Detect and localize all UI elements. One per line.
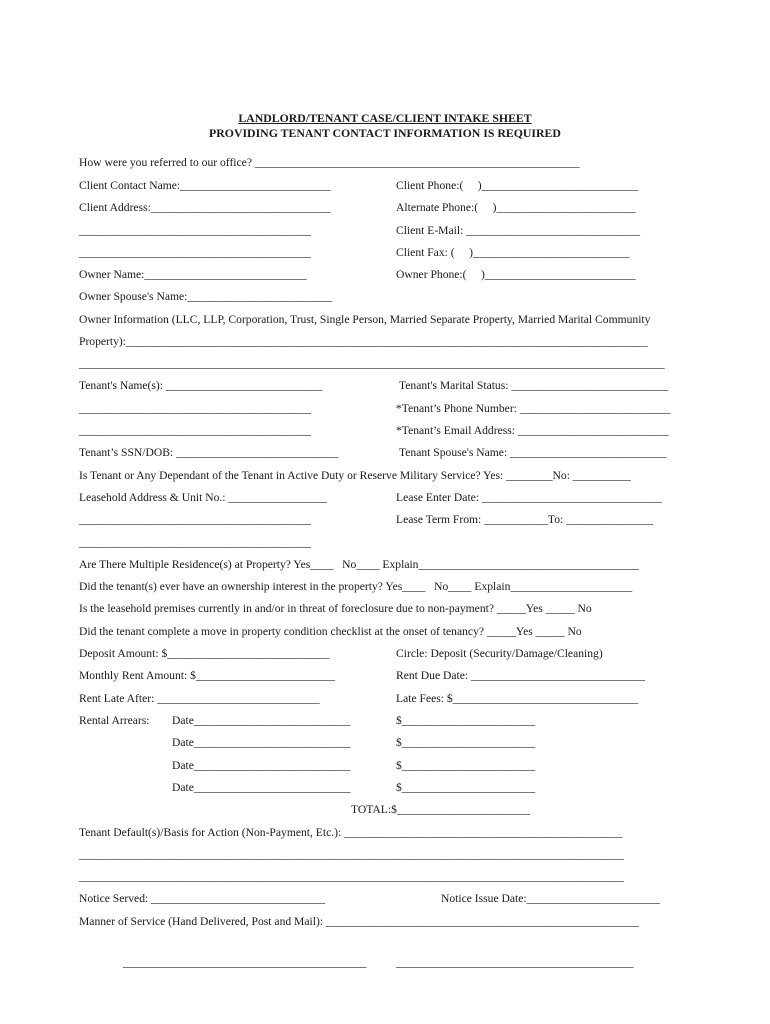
- client-email-field[interactable]: Client E-Mail: ______________________________: [396, 224, 641, 237]
- rent-late-after-field[interactable]: Rent Late After: ____________________________: [79, 692, 320, 705]
- arrears-amount-4[interactable]: $_______________________: [396, 781, 536, 794]
- client-fax-field[interactable]: Client Fax: ( )___________________________: [396, 246, 630, 259]
- tenant-spouse-name-field[interactable]: Tenant Spouse's Name: ___________________________: [399, 446, 667, 459]
- rental-arrears-label: Rental Arrears:: [79, 714, 150, 727]
- tenant-ssn-dob-field[interactable]: Tenant’s SSN/DOB: ____________________________: [79, 446, 339, 459]
- late-fees-field[interactable]: Late Fees: $________________________________: [396, 692, 639, 705]
- client-address-line-2[interactable]: ________________________________________: [79, 224, 311, 237]
- lease-enter-date-field[interactable]: Lease Enter Date: _______________________________: [396, 491, 662, 504]
- alternate-phone-field[interactable]: Alternate Phone:( )________________________: [396, 201, 636, 214]
- owner-information-line-2[interactable]: _____________________________________________________________________________________________________: [79, 357, 665, 370]
- owner-name-field[interactable]: Owner Name:____________________________: [79, 268, 307, 281]
- deposit-amount-field[interactable]: Deposit Amount: $____________________________: [79, 647, 330, 660]
- arrears-date-4[interactable]: Date___________________________: [172, 781, 351, 794]
- arrears-date-2[interactable]: Date___________________________: [172, 736, 351, 749]
- signature-line-right[interactable]: _________________________________________: [396, 956, 634, 969]
- foreclosure-field[interactable]: Is the leasehold premises currently in and/or in threat of foreclosure due to non-payment? _____Yes _____ No: [79, 602, 592, 615]
- tenant-default-line-3[interactable]: ______________________________________________________________________________________________: [79, 870, 624, 883]
- owner-property-field[interactable]: Property):__________________________________________________________________________________________: [79, 335, 648, 348]
- client-phone-field[interactable]: Client Phone:( )___________________________: [396, 179, 639, 192]
- notice-issue-date-field[interactable]: Notice Issue Date:_______________________: [441, 892, 660, 905]
- move-in-checklist-field[interactable]: Did the tenant complete a move in property condition checklist at the onset of tenancy? _____Yes _____ No: [79, 625, 582, 638]
- rent-due-date-field[interactable]: Rent Due Date: ______________________________: [396, 669, 645, 682]
- owner-information-label: Owner Information (LLC, LLP, Corporation, Trust, Single Person, Married Separate Property, Married Marital Community: [79, 313, 651, 326]
- ownership-interest-field[interactable]: Did the tenant(s) ever have an ownership interest in the property? Yes____ No____ Explain_____________________: [79, 580, 633, 593]
- tenant-names-line-3[interactable]: ________________________________________: [79, 424, 311, 437]
- tenant-default-line-2[interactable]: ______________________________________________________________________________________________: [79, 848, 624, 861]
- form-title: LANDLORD/TENANT CASE/CLIENT INTAKE SHEET: [238, 111, 532, 125]
- lease-term-field[interactable]: Lease Term From: ___________To: _______________: [396, 513, 654, 526]
- owner-phone-field[interactable]: Owner Phone:( )__________________________: [396, 268, 636, 281]
- client-contact-name-field[interactable]: Client Contact Name:__________________________: [79, 179, 331, 192]
- leasehold-address-field[interactable]: Leasehold Address & Unit No.: _________________: [79, 491, 327, 504]
- tenant-phone-number-field[interactable]: *Tenant’s Phone Number: __________________________: [396, 402, 671, 415]
- tenant-marital-status-field[interactable]: Tenant's Marital Status: ___________________________: [399, 379, 668, 392]
- tenant-default-field[interactable]: Tenant Default(s)/Basis for Action (Non-Payment, Etc.): ________________________________________________: [79, 826, 623, 839]
- tenant-email-address-field[interactable]: *Tenant’s Email Address: __________________________: [396, 424, 669, 437]
- arrears-date-1[interactable]: Date___________________________: [172, 714, 351, 727]
- arrears-amount-1[interactable]: $_______________________: [396, 714, 536, 727]
- arrears-amount-2[interactable]: $_______________________: [396, 736, 536, 749]
- signature-line-left[interactable]: __________________________________________: [123, 956, 367, 969]
- leasehold-address-line-3[interactable]: ________________________________________: [79, 536, 311, 549]
- tenant-names-field[interactable]: Tenant's Name(s): ___________________________: [79, 379, 323, 392]
- military-service-field[interactable]: Is Tenant or Any Dependant of the Tenant in Active Duty or Reserve Military Service? Yes: ________No: __________: [79, 469, 631, 482]
- circle-deposit-field[interactable]: Circle: Deposit (Security/Damage/Cleaning): [396, 647, 603, 660]
- form-subtitle: PROVIDING TENANT CONTACT INFORMATION IS REQUIRED: [209, 126, 561, 140]
- arrears-amount-3[interactable]: $_______________________: [396, 759, 536, 772]
- client-address-line-3[interactable]: ________________________________________: [79, 246, 311, 259]
- arrears-total-field[interactable]: TOTAL:$_______________________: [351, 803, 531, 816]
- leasehold-address-line-2[interactable]: ________________________________________: [79, 513, 311, 526]
- manner-of-service-field[interactable]: Manner of Service (Hand Delivered, Post and Mail): ______________________________________________________: [79, 915, 639, 928]
- notice-served-field[interactable]: Notice Served: ______________________________: [79, 892, 326, 905]
- monthly-rent-field[interactable]: Monthly Rent Amount: $________________________: [79, 669, 336, 682]
- referred-field[interactable]: How were you referred to our office? ________________________________________________________: [79, 156, 580, 169]
- client-address-field[interactable]: Client Address:_______________________________: [79, 201, 331, 214]
- owner-spouse-name-field[interactable]: Owner Spouse's Name:_________________________: [79, 290, 333, 303]
- tenant-names-line-2[interactable]: ________________________________________: [79, 402, 311, 415]
- arrears-date-3[interactable]: Date___________________________: [172, 759, 351, 772]
- multiple-residences-field[interactable]: Are There Multiple Residence(s) at Property? Yes____ No____ Explain______________________________________: [79, 558, 639, 571]
